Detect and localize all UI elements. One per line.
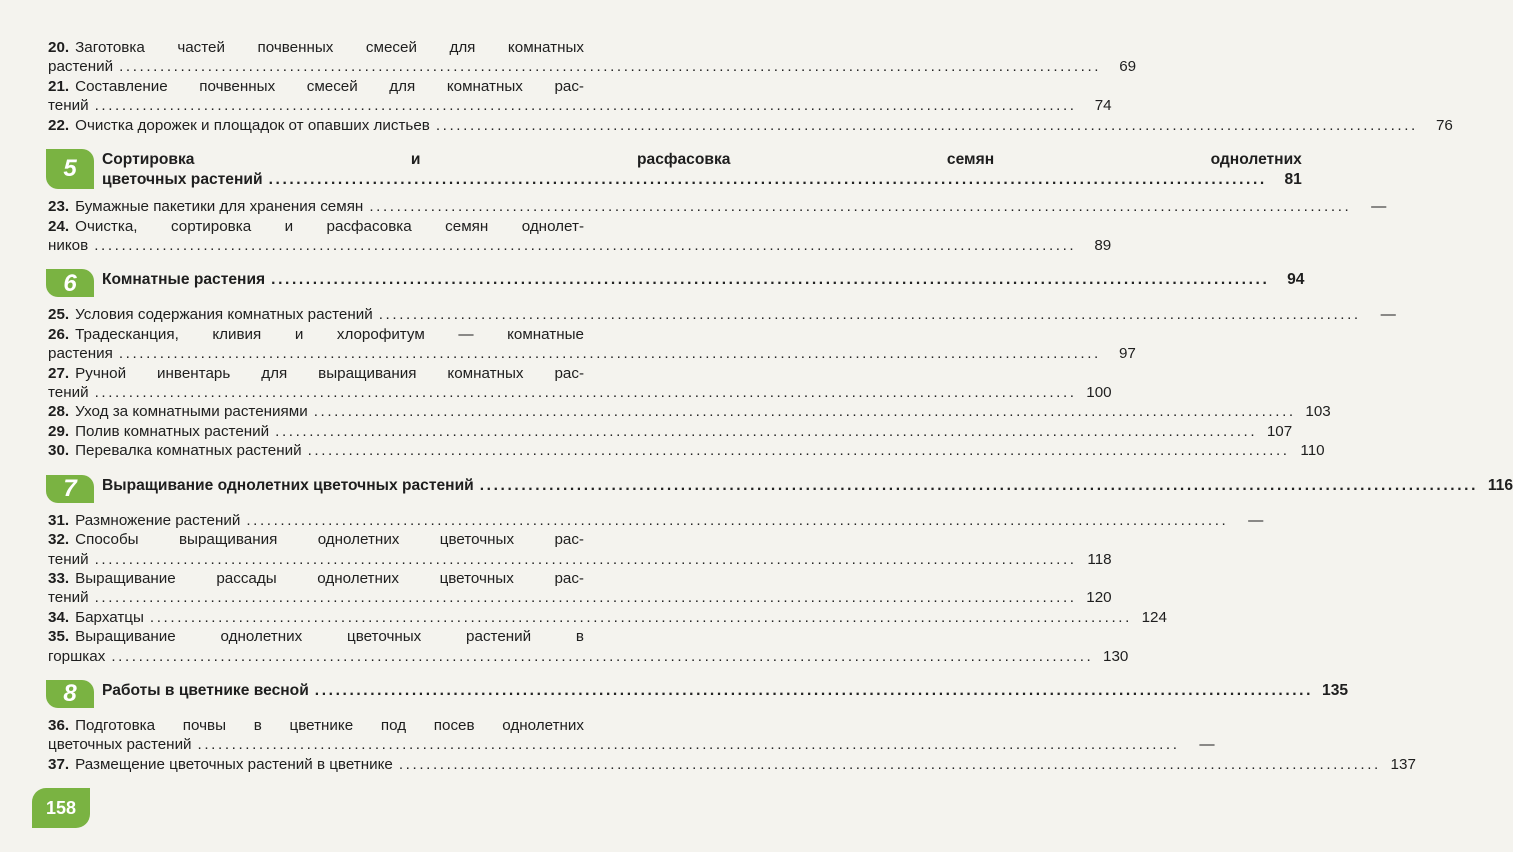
table-of-contents [48,38,1513,774]
dot-leader [271,270,1269,290]
dot-leader [369,197,1351,216]
entry-title: Размещение цветочных растений в цветнике [75,755,393,773]
entry-title: Подготовка почвы в цветнике под посев однолетних [75,716,584,734]
chapter-title-line [102,270,1304,290]
chapter-title-line [102,476,1513,496]
page-number-badge: 158 [32,788,90,828]
entry-page-number: 137 [1390,755,1416,773]
entry-number: 27. [48,364,70,382]
entry-page-number: 76 [1435,116,1453,134]
dot-leader [308,441,1290,460]
toc-entry-line [48,441,1325,460]
entry-page-number: 97 [1118,345,1136,363]
entry-number: 21. [48,77,70,95]
dot-leader [95,550,1077,569]
toc-entry-line [48,569,584,588]
entry-title: Уход за комнатными растениями [75,403,308,421]
entry-page-number: 107 [1266,422,1293,440]
chapter-page-number: 81 [1284,170,1302,188]
entry-page-number: 69 [1119,58,1137,76]
dot-leader [399,755,1381,774]
entry-number: 24. [48,217,70,235]
chapter-heading [46,149,1302,189]
toc-entry [48,402,1331,421]
toc-entry [48,77,1112,116]
entry-title: Полив комнатных растений [75,422,270,440]
dot-leader [480,476,1478,496]
toc-entry-line [48,236,1112,255]
chapter-title: Выращивание однолетних цветочных растений [102,476,474,494]
chapter-heading [46,269,1305,297]
entry-number: 37. [48,755,70,773]
toc-entry [48,511,1264,530]
dot-leader [95,383,1077,402]
toc-entry-line [48,383,1112,402]
entry-number: 35. [48,628,70,646]
toc-entry-line [48,305,1396,324]
toc-entry-line [48,550,1112,569]
toc-entry-line [48,96,1112,115]
chapter-title-block [102,680,1348,701]
chapter-title-block [102,269,1304,290]
toc-entry-line [48,530,584,549]
entry-page-number: 130 [1103,647,1129,665]
toc-entry-line [48,77,584,96]
entry-title: Выращивание рассады однолетних цветочных рас- [75,569,584,587]
entry-number: 28. [48,403,70,421]
toc-entry [48,608,1167,627]
entry-number: 20. [48,39,70,56]
toc-entry [48,305,1396,324]
chapter-heading [46,474,1513,503]
entry-number: 36. [48,716,70,734]
toc-entry [48,716,1215,755]
entry-number: 31. [48,511,70,529]
chapter-title: Работы в цветнике весной [102,681,309,699]
entry-number: 34. [48,608,70,626]
toc-entry-line [48,627,584,646]
entry-number: 25. [48,306,70,324]
entry-title: тений [48,589,89,607]
dot-leader [269,170,1267,190]
toc-entry-line [48,588,1112,607]
entry-title: ников [48,237,89,255]
entry-title: Условия содержания комнатных растений [75,306,373,324]
dot-leader [314,402,1296,421]
dot-leader [119,57,1101,76]
dot-leader [95,588,1077,607]
toc-entry-line [48,647,1129,666]
entry-number: 29. [48,422,70,440]
chapter-title-block [102,475,1513,496]
dot-leader [150,608,1132,627]
chapter-title: цветочных растений [102,170,263,188]
entry-title: Способы выращивания однолетних цветочных рас- [75,531,584,549]
dot-leader [379,305,1361,324]
toc-entry-line [48,716,584,735]
toc-entry [48,38,1137,77]
entry-page-number: 89 [1094,237,1112,255]
toc-entry [48,530,1112,569]
chapter-title-block [102,149,1302,189]
entry-page-number: 100 [1086,384,1112,402]
chapter-title-line [102,150,1302,170]
entry-title: Размножение растений [75,511,241,529]
toc-entry-line [48,735,1215,754]
entry-title: Бумажные пакетики для хранения семян [75,198,364,216]
toc-entry [48,569,1112,608]
chapter-title: Комнатные растения [102,271,266,289]
entry-page-number: 120 [1086,589,1112,607]
toc-entry-line [48,197,1387,216]
toc-entry [48,364,1112,403]
toc-entry-line [48,402,1331,421]
toc-entry-line [48,608,1167,627]
dot-leader [95,96,1077,115]
dot-leader [94,236,1076,255]
chapter-number-badge: 6 [46,269,94,297]
toc-entry-line [48,344,1136,363]
entry-title: тений [48,97,89,115]
toc-entry [48,422,1293,441]
toc-entry-line [48,422,1293,441]
toc-entry [48,197,1387,216]
dot-leader [436,116,1418,135]
entry-number: 33. [48,569,70,587]
chapter-number-badge: 8 [46,680,94,708]
entry-title: растений [48,58,114,76]
entry-title: Ручной инвентарь для выращивания комнатных рас- [75,364,584,382]
entry-title: растения [48,345,113,363]
entry-number: 23. [48,198,70,216]
dot-leader [246,511,1228,530]
toc-entry-line [48,38,584,57]
entry-title: тений [48,550,89,568]
toc-entry-line [48,511,1264,530]
entry-number: 30. [48,442,70,460]
entry-title: Очистка, сортировка и расфасовка семян однолет- [75,217,584,235]
toc-entry-line [48,57,1137,76]
toc-entry [48,627,1129,666]
dot-leader [198,735,1180,754]
entry-title: Очистка дорожек и площадок от опавших листьев [75,116,430,134]
dot-leader [119,344,1101,363]
chapter-heading [46,680,1349,708]
entry-number: 26. [48,325,70,343]
toc-entry-line [48,325,584,344]
entry-title: Бархатцы [75,608,144,626]
entry-page-number: — [1380,306,1396,324]
toc-entry [48,116,1453,135]
entry-title: цветочных растений [48,736,192,754]
chapter-number-badge: 5 [46,149,94,189]
chapter-title-line [102,170,1302,190]
dot-leader [315,681,1313,701]
entry-number: 22. [48,116,70,134]
entry-page-number: 124 [1141,608,1167,626]
toc-entry-line [48,116,1453,135]
toc-entry [48,441,1325,460]
entry-title: Заготовка частей почвенных смесей для комнатных [75,39,584,56]
entry-page-number: — [1248,511,1264,529]
entry-title: Традесканция, кливия и хлорофитум — комнатные [75,325,584,343]
entry-title: тений [48,384,89,402]
entry-title: горшках [48,647,106,665]
toc-entry [48,325,1136,364]
chapter-title: Сортировка и расфасовка семян однолетних [102,151,1302,169]
toc-entry [48,217,1112,256]
entry-page-number: — [1371,198,1387,216]
chapter-title-line [102,681,1348,701]
entry-page-number: 118 [1087,550,1112,568]
entry-page-number: 74 [1094,97,1112,115]
toc-entry-line [48,364,584,383]
chapter-page-number: 94 [1287,271,1305,289]
dot-leader [111,647,1093,666]
chapter-number-badge: 7 [46,475,94,503]
entry-page-number: — [1199,736,1215,754]
dot-leader [275,422,1257,441]
toc-entry-line [48,755,1416,774]
entry-title: Перевалка комнатных растений [75,442,302,460]
chapter-page-number: 116 [1487,476,1513,494]
toc-entry [48,755,1416,774]
entry-page-number: 110 [1300,442,1325,460]
entry-title: Составление почвенных смесей для комнатных рас- [75,77,584,95]
toc-entry-line [48,217,584,236]
entry-title: Выращивание однолетних цветочных растений в [75,628,584,646]
entry-number: 32. [48,531,70,549]
entry-page-number: 103 [1305,403,1331,421]
chapter-page-number: 135 [1322,681,1349,699]
